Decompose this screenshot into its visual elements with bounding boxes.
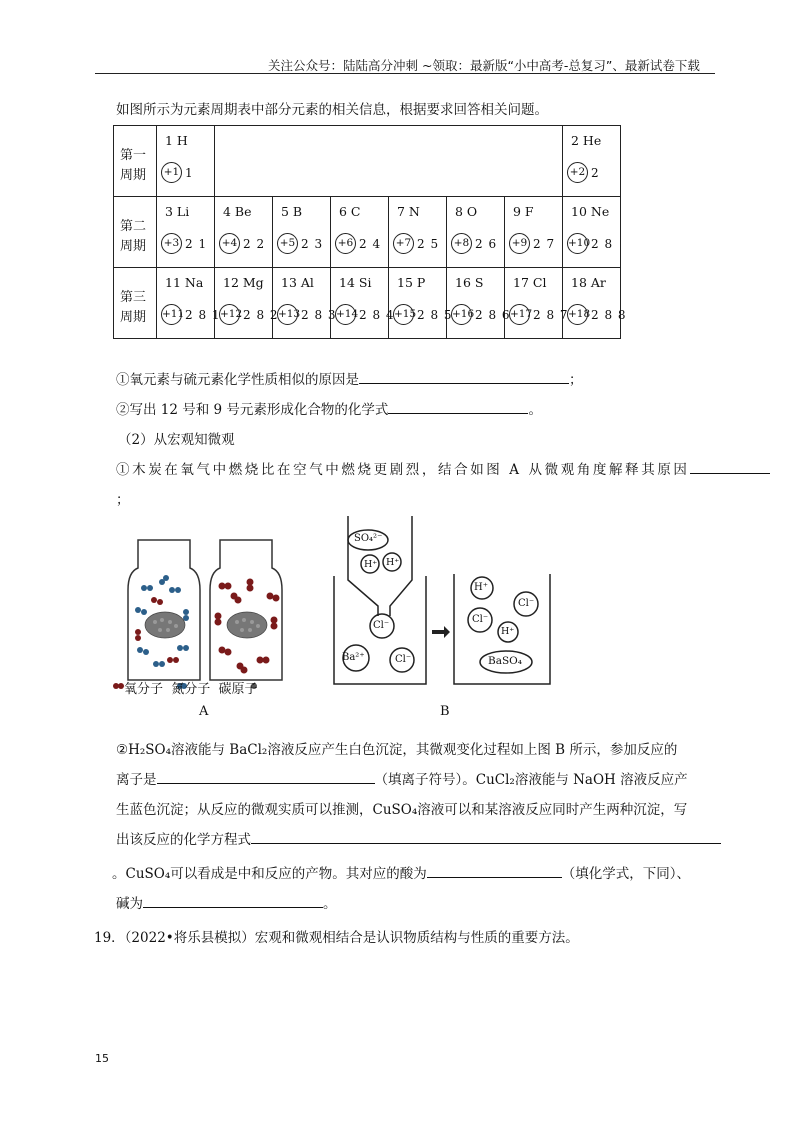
answer-blank[interactable]	[143, 894, 323, 908]
ion-h: H⁺	[364, 559, 378, 570]
element-cell-F: 9 F +9 2 7	[505, 197, 562, 267]
answer-blank[interactable]	[388, 400, 528, 414]
question-2: ②写出 12 号和 9 号元素形成化合物的化学式 。	[116, 402, 542, 418]
header-divider	[95, 73, 715, 74]
question-3-end: ；	[116, 492, 130, 508]
answer-blank[interactable]	[427, 864, 562, 878]
element-cell-Be: 4 Be +4 2 2	[215, 197, 272, 267]
element-cell-He: 2 He +2 2	[563, 126, 620, 196]
period-label: 第二 周期	[120, 219, 147, 254]
figure-b-label: B	[440, 704, 450, 719]
figure-a-label: A	[199, 704, 209, 719]
question-4-line-6: 碱为 。	[116, 896, 337, 912]
element-cell-Si: 14 Si +142 8 4	[331, 268, 388, 338]
ion-so4: SO₄²⁻	[354, 533, 383, 544]
element-cell-P: 15 P +152 8 5	[389, 268, 446, 338]
answer-blank[interactable]	[251, 830, 721, 844]
intro-text: 如图所示为元素周期表中部分元素的相关信息，根据要求回答相关问题。	[116, 102, 548, 118]
ion-cl: Cl⁻	[373, 620, 390, 631]
ion-ba: Ba²⁺	[342, 652, 365, 663]
question-4-line-3: 生蓝色沉淀；从反应的微观实质可以推测，CuSO₄溶液可以和某溶液反应同时产生两种沉淀，写	[116, 802, 688, 818]
page-number: 15	[95, 1052, 109, 1065]
element-cell-Na: 11 Na +112 8 1	[157, 268, 214, 338]
element-cell-Al: 13 Al +132 8 3	[273, 268, 330, 338]
question-3: ①木炭在氧气中燃烧比在空气中燃烧更剧烈，结合如图 A 从微观角度解释其原因	[116, 458, 770, 478]
empty-region	[215, 126, 562, 196]
element-cell-H: 1 H +1 1	[157, 126, 214, 196]
question-1: ①氧元素与硫元素化学性质相似的原因是 ；	[116, 372, 583, 388]
ion-h: H⁺	[386, 557, 400, 568]
page-header: 关注公众号：陆陆高分冲刺 ~领取：最新版“小中高考-总复习”、最新试卷下载	[268, 58, 700, 73]
question-19: 19．（2022•将乐县模拟）宏观和微观相结合是认识物质结构与性质的重要方法。	[94, 930, 579, 946]
element-cell-Ne: 10 Ne +102 8	[563, 197, 620, 267]
ion-cl: Cl⁻	[472, 614, 489, 625]
ion-cl: Cl⁻	[395, 654, 412, 665]
question-4-line-5: 。CuSO₄可以看成是中和反应的产物。其对应的酸为 （填化学式，下同）、	[112, 866, 691, 882]
answer-blank[interactable]	[157, 770, 375, 784]
carbon-lump	[145, 612, 267, 638]
reaction-arrow-icon	[432, 626, 450, 638]
element-cell-C: 6 C +6 2 4	[331, 197, 388, 267]
question-4-line-1: ②H₂SO₄溶液能与 BaCl₂溶液反应产生白色沉淀，其微观变化过程如上图 B 所示，参加反应的	[116, 742, 678, 758]
element-cell-S: 16 S +162 8 6	[447, 268, 504, 338]
answer-blank[interactable]	[690, 460, 770, 474]
question-4-line-4: 出该反应的化学方程式	[116, 828, 721, 848]
question-4-line-2: 离子是 （填离子符号）。CuCl₂溶液能与 NaOH 溶液反应产	[116, 772, 688, 788]
ion-cl: Cl⁻	[518, 598, 535, 609]
periodic-table	[113, 125, 627, 339]
period-label: 第三 周期	[120, 290, 147, 325]
period-label: 第一 周期	[120, 148, 147, 183]
ion-h: H⁺	[501, 626, 515, 637]
element-cell-N: 7 N +7 2 5	[389, 197, 446, 267]
element-cell-Ar: 18 Ar +182 8 8	[563, 268, 620, 338]
element-cell-B: 5 B +5 2 3	[273, 197, 330, 267]
element-cell-O: 8 O +8 2 6	[447, 197, 504, 267]
element-cell-Cl: 17 Cl +172 8 7	[505, 268, 562, 338]
part-2-heading: （2）从宏观知微观	[118, 432, 235, 448]
precipitate-baso4: BaSO₄	[488, 655, 522, 667]
element-cell-Mg: 12 Mg +122 8 2	[215, 268, 272, 338]
ion-h: H⁺	[474, 582, 488, 593]
element-cell-Li: 3 Li +3 2 1	[157, 197, 214, 267]
figure-a-legend: 氧分子 氮分子 碳原子	[124, 682, 258, 697]
answer-blank[interactable]	[359, 370, 569, 384]
